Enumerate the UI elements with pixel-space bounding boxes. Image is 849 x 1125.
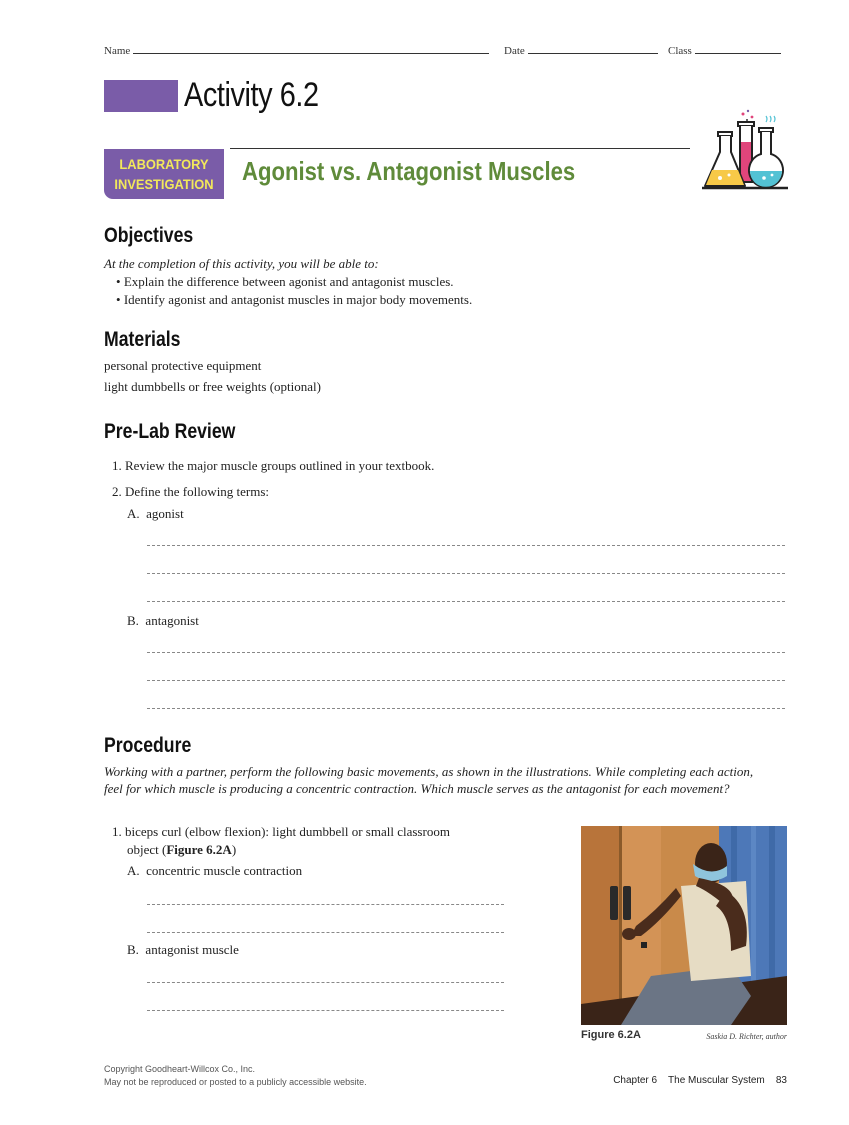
procedure-sub-b: B. antagonist muscle bbox=[127, 942, 239, 957]
figure-caption: Figure 6.2A bbox=[581, 1029, 641, 1041]
objectives-heading: Objectives bbox=[104, 224, 194, 247]
material-item: light dumbbells or free weights (optional) bbox=[104, 379, 321, 394]
objective-item: • Identify agonist and antagonist muscles in major body movements. bbox=[116, 292, 473, 307]
material-item: personal protective equipment bbox=[104, 358, 262, 373]
answer-line[interactable] bbox=[147, 982, 504, 984]
title-rule bbox=[230, 148, 690, 149]
lab-title: Agonist vs. Antagonist Muscles bbox=[242, 156, 576, 186]
answer-line[interactable] bbox=[147, 652, 785, 654]
name-blank[interactable] bbox=[133, 43, 489, 54]
answer-line[interactable] bbox=[147, 680, 785, 682]
chapter-title: The Muscular System bbox=[668, 1075, 765, 1086]
class-blank[interactable] bbox=[695, 43, 781, 54]
class-field bbox=[668, 43, 781, 57]
date-label: Date bbox=[504, 45, 525, 57]
prelab-item-2: 2. Define the following terms: bbox=[112, 484, 270, 499]
answer-line[interactable] bbox=[147, 932, 504, 934]
name-field bbox=[104, 43, 489, 57]
answer-line[interactable] bbox=[147, 601, 785, 603]
copyright-line-1: Copyright Goodheart-Willcox Co., Inc. bbox=[104, 1064, 256, 1074]
prelab-term-b: B. antagonist bbox=[127, 613, 199, 628]
procedure-item-1: 1. biceps curl (elbow flexion): light dumbbell or small classroom bbox=[112, 824, 450, 839]
answer-line[interactable] bbox=[147, 573, 785, 575]
date-field bbox=[504, 43, 658, 57]
bullet: • bbox=[116, 274, 124, 289]
figure-credit: Saskia D. Richter, author bbox=[706, 1032, 787, 1041]
copyright-notice bbox=[104, 1063, 367, 1089]
date-blank[interactable] bbox=[528, 43, 658, 54]
figure-photo bbox=[581, 826, 787, 1025]
lab-flasks-icon bbox=[700, 108, 790, 194]
objective-item: • Explain the difference between agonist and antagonist muscles. bbox=[116, 274, 454, 289]
answer-line[interactable] bbox=[147, 708, 785, 710]
lab-badge-line1: LABORATORY bbox=[119, 156, 209, 172]
chapter-label: Chapter 6 bbox=[613, 1075, 658, 1086]
copyright-line-2: May not be reproduced or posted to a publicly accessible website. bbox=[104, 1077, 367, 1087]
prelab-heading: Pre-Lab Review bbox=[104, 420, 236, 443]
procedure-item-1-line2: object (Figure 6.2A) bbox=[127, 842, 237, 857]
figure-reference[interactable]: Figure 6.2A bbox=[166, 842, 232, 857]
procedure-heading: Procedure bbox=[104, 734, 192, 757]
materials-heading: Materials bbox=[104, 328, 181, 351]
lab-badge-line2: INVESTIGATION bbox=[114, 176, 214, 192]
prelab-item-1: 1. Review the major muscle groups outlined in your textbook. bbox=[112, 458, 435, 473]
class-label: Class bbox=[668, 45, 692, 57]
name-label: Name bbox=[104, 45, 131, 57]
activity-title: Activity 6.2 bbox=[184, 76, 319, 114]
answer-line[interactable] bbox=[147, 545, 785, 547]
bullet: • bbox=[116, 292, 124, 307]
answer-line[interactable] bbox=[147, 1010, 504, 1012]
answer-line[interactable] bbox=[147, 904, 504, 906]
page-footer-chapter bbox=[613, 1075, 787, 1086]
lab-badge bbox=[104, 149, 224, 199]
prelab-term-a: A. agonist bbox=[127, 506, 184, 521]
procedure-sub-a: A. concentric muscle contraction bbox=[127, 863, 303, 878]
objectives-intro: At the completion of this activity, you will be able to: bbox=[104, 256, 379, 271]
page-number: 83 bbox=[775, 1075, 787, 1086]
procedure-intro: Working with a partner, perform the following basic movements, as shown in the illustrations. While completing each action, feel for which muscle is producing a concentric contraction. Which muscle serves as the antagonist for each movement? bbox=[104, 764, 754, 796]
activity-accent-bar bbox=[104, 80, 178, 112]
